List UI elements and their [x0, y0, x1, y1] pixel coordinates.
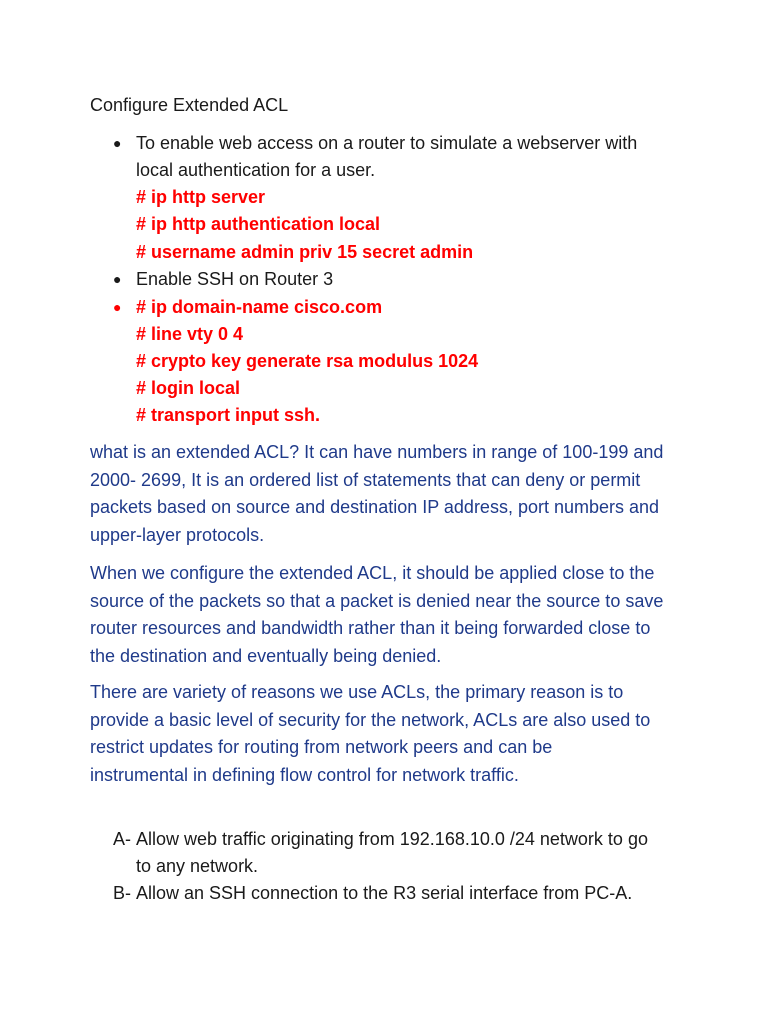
- paragraph-line: provide a basic level of security for the network, ACLs are also used to: [90, 709, 651, 730]
- paragraph-line: restrict updates for routing from network peers and can be: [90, 737, 553, 757]
- task-marker: B-: [113, 883, 131, 903]
- bullet-text: Enable SSH on Router 3: [136, 269, 334, 289]
- task-marker: A-: [113, 829, 131, 849]
- paragraph-line: upper-layer protocols.: [90, 524, 265, 545]
- document-title: Configure Extended ACL: [90, 95, 289, 115]
- paragraph-line: packets based on source and destination IP address, port numbers and: [90, 497, 660, 517]
- task-text: Allow web traffic originating from 192.168.10.0 /24 network to go: [136, 829, 648, 849]
- paragraph-line: When we configure the extended ACL, it should be applied close to the: [90, 563, 655, 583]
- bullet-dot: ●: [113, 135, 122, 151]
- command-line: # ip http server: [136, 187, 266, 207]
- task-text: to any network.: [136, 856, 259, 876]
- paragraph-line: router resources and bandwidth rather than it being forwarded close to: [90, 618, 651, 638]
- paragraph-extended-acl-definition: [90, 439, 690, 549]
- paragraph-line: 2000- 2699, It is an ordered list of statements that can deny or permit: [90, 469, 641, 490]
- bullet-dot: ●: [113, 271, 122, 287]
- paragraph-line: the destination and eventually being denied.: [90, 645, 442, 666]
- command-line: # line vty 0 4: [136, 324, 244, 344]
- bullet-text: local authentication for a user.: [136, 160, 376, 180]
- command-line: # ip domain-name cisco.com: [136, 297, 383, 317]
- paragraph-line: instrumental in defining flow control for network traffic.: [90, 764, 519, 785]
- command-line: # transport input ssh.: [136, 405, 321, 425]
- command-line: # login local: [136, 378, 241, 398]
- task-text: Allow an SSH connection to the R3 serial interface from PC-A.: [136, 883, 633, 903]
- bullet-dot: ●: [113, 299, 122, 315]
- bullet-text: To enable web access on a router to simulate a webserver with: [136, 133, 638, 153]
- paragraph-line: what is an extended ACL? It can have numbers in range of 100-199 and: [90, 442, 664, 462]
- paragraph-line: There are variety of reasons we use ACLs, the primary reason is to: [90, 682, 624, 702]
- paragraph-line: source of the packets so that a packet is denied near the source to save: [90, 590, 664, 611]
- command-line: # username admin priv 15 secret admin: [136, 242, 474, 262]
- command-line: # crypto key generate rsa modulus 1024: [136, 351, 479, 371]
- paragraph-acl-reasons: [90, 679, 690, 789]
- command-line: # ip http authentication local: [136, 214, 381, 234]
- paragraph-acl-placement: [90, 560, 690, 670]
